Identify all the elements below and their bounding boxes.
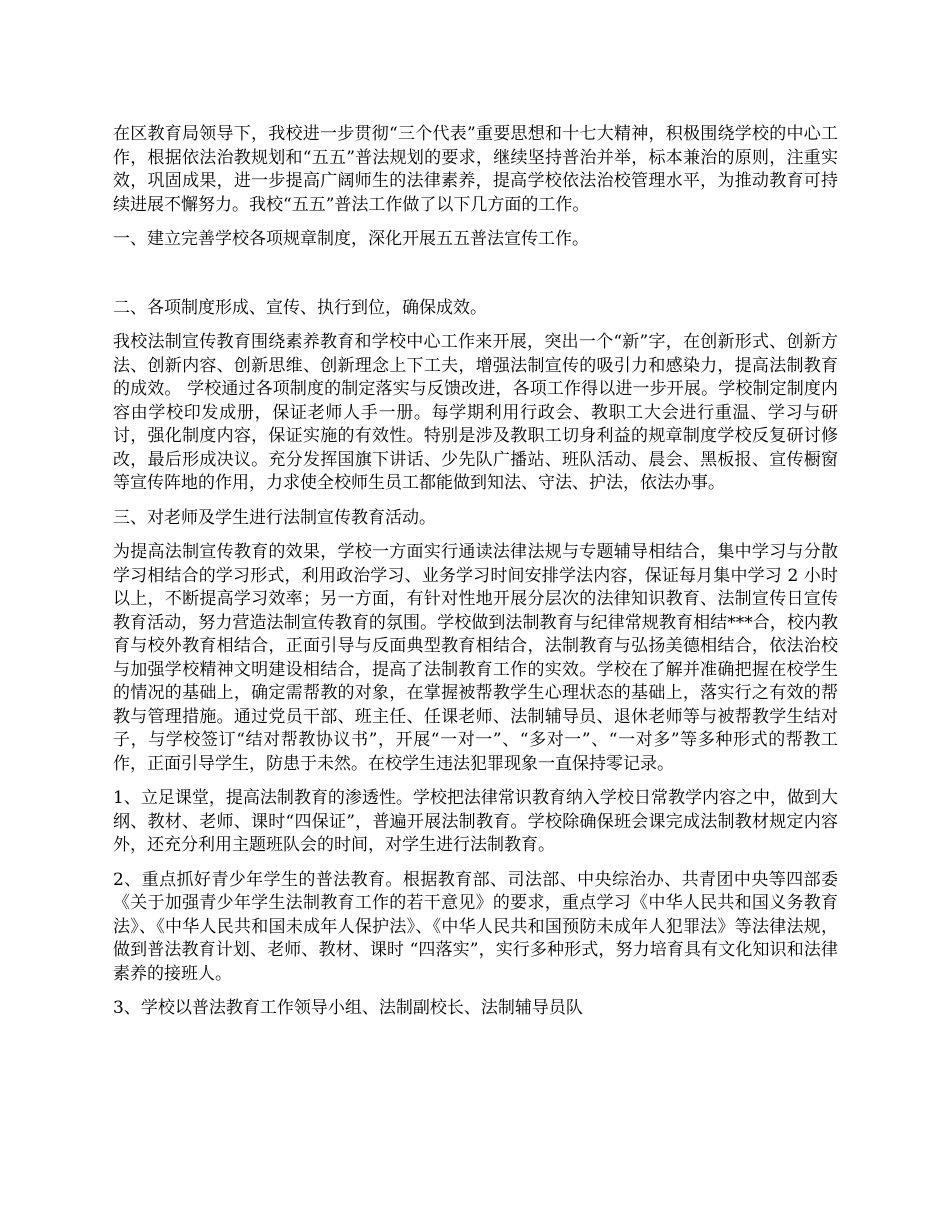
section-heading-2: 二、各项制度形成、宣传、执行到位，确保成效。 — [113, 297, 487, 318]
intro-paragraph: 在区教育局领导下，我校进一步贯彻“三个代表”重要思想和十七大精神，积极围绕学校的中心工作，根据依法治教规划和“五五”普法规划的要求，继续坚持普治并举，标本兼治的原则，注重实效，巩固成果，进一步提高广阔师生的法律素养，提高学校依法治校管理水平，为推动教育可持续进展不懈努力。我校“五五”普法工作做了以下几方面的工作。 — [113, 124, 838, 215]
section-heading-1: 一、建立完善学校各项规章制度，深化开展五五普法宣传工作。 — [113, 229, 589, 249]
section-2-paragraph: 我校法制宣传教育围绕素养教育和学校中心工作来开展，突出一个“新”字，在创新形式、创新方法、创新内容、创新思维、创新理念上下工夫，增强法制宣传的吸引力和感染力，提高法制教育的成效。 学校通过各项制度的制定落实与反馈改进，各项工作得以进一步开展。学校制定制度内容由学校印发成册，保证老师人手一册。每学期利用行政会、教职工大会进行重温、学习与研讨，强化制度内容，保证实施的有效性。特别是涉及教职工切身利益的规章制度学校反复研讨修改，最后形成决议。充分发挥国旗下讲话、少先队广播站、班队活动、晨会、黑板报、宣传橱窗等宣传阵地的作用，力求使全校师生员工都能做到知法、守法、护法，依法办事。 — [113, 332, 838, 493]
numbered-item-1: 1、立足课堂，提高法制教育的渗透性。学校把法律常识教育纳入学校日常教学内容之中，做到大纲、教材、老师、课时“四保证”，普遍开展法制教育。学校除确保班会课完成法制教材规定内容外，还充分利用主题班队会的时间，对学生进行法制教育。 — [113, 788, 838, 855]
numbered-item-3: 3、学校以普法教育工作领导小组、法制副校长、法制辅导员队 — [113, 998, 583, 1018]
section-heading-3: 三、对老师及学生进行法制宣传教育活动。 — [113, 507, 436, 528]
numbered-item-2: 2、重点抓好青少年学生的普法教育。根据教育部、司法部、中央综治办、共青团中央等四部委《关于加强青少年学生法制教育工作的若干意见》的要求，重点学习《中华人民共和国义务教育法》、《中华人民共和国未成年人保护法》、《中华人民共和国预防未成年人犯罪法》等法律法规，做到普法教育计划、老师、教材、课时 “四落实”，实行多种形式，努力培育具有文化知识和法律素养的接班人。 — [113, 869, 838, 984]
section-3-paragraph: 为提高法制宣传教育的效果，学校一方面实行通读法律法规与专题辅导相结合，集中学习与分散学习相结合的学习形式，利用政治学习、业务学习时间安排学法内容，保证每月集中学习 2 小时以上，不断提高学习效率；另一方面，有针对性地开展分层次的法律知识教育、法制宣传日宣传教育活动，努力营造法制宣传教育的氛围。学校做到法制教育与纪律常规教育相结***合，校内教育与校外教育相结合，正面引导与反面典型教育相结合，法制教育与弘扬美德相结合，依法治校与加强学校精神文明建设相结合，提高了法制教育工作的实效。学校在了解并准确把握在校学生的情况的基础上，确定需帮教的对象，在掌握被帮教学生心理状态的基础上，落实行之有效的帮教与管理措施。通过党员干部、班主任、任课老师、法制辅导员、退休老师等与被帮教学生结对子，与学校签订“结对帮教协议书”，开展“一对一”、“多对一”、“一对多”等多种形式的帮教工作，正面引导学生，防患于未然。在校学生违法犯罪现象一直保持零记录。 — [113, 542, 838, 774]
document-body — [113, 123, 838, 1032]
